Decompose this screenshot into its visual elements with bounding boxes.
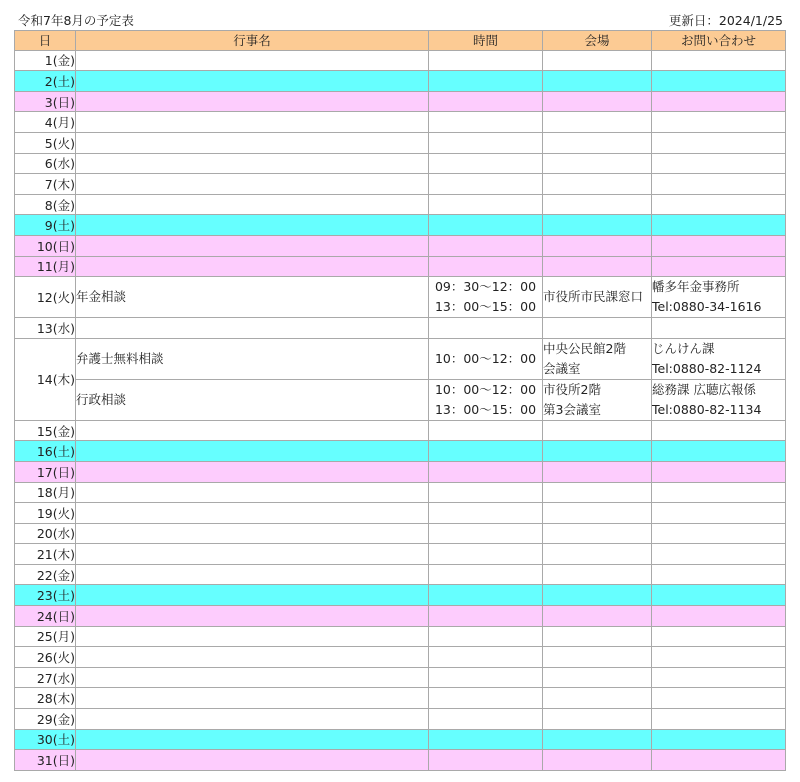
contact-cell <box>652 709 786 730</box>
time-cell <box>429 235 543 256</box>
contact-line: 幡多年金事務所 <box>652 279 740 295</box>
time-cell <box>429 338 543 379</box>
table-row <box>15 379 786 420</box>
contact-cell <box>652 277 786 318</box>
time-cell <box>429 523 543 544</box>
day-cell: 4(月) <box>15 112 76 133</box>
day-cell: 15(金) <box>15 420 76 441</box>
table-row <box>15 750 786 771</box>
contact-cell <box>652 153 786 174</box>
venue-cell <box>543 318 652 339</box>
column-header-event: 行事名 <box>76 31 429 51</box>
contact-cell <box>652 523 786 544</box>
venue-cell <box>543 729 652 750</box>
venue-cell <box>543 174 652 195</box>
schedule-table <box>14 30 786 771</box>
table-row <box>15 709 786 730</box>
venue-cell <box>543 585 652 606</box>
day-cell: 20(水) <box>15 523 76 544</box>
day-cell: 18(月) <box>15 482 76 503</box>
time-cell <box>429 750 543 771</box>
table-row <box>15 174 786 195</box>
time-cell <box>429 606 543 627</box>
contact-cell <box>652 503 786 524</box>
event-name-cell <box>76 277 429 318</box>
table-row <box>15 132 786 153</box>
day-cell: 28(木) <box>15 688 76 709</box>
updated-date: 更新日：2024/1/25 <box>668 13 783 28</box>
contact-cell <box>652 667 786 688</box>
time-line: 10：00～12：00 <box>434 350 537 366</box>
time-cell <box>429 379 543 420</box>
event-name-cell <box>76 750 429 771</box>
event-name-cell <box>76 132 429 153</box>
time-cell <box>429 564 543 585</box>
column-header-venue: 会場 <box>543 31 652 51</box>
contact-cell <box>652 338 786 379</box>
time-cell <box>429 112 543 133</box>
day-cell: 9(土) <box>15 215 76 236</box>
event-name-cell <box>76 153 429 174</box>
venue-cell <box>543 153 652 174</box>
day-cell: 24(日) <box>15 606 76 627</box>
time-line: 09：30～12：00 <box>434 279 537 295</box>
venue-cell <box>543 647 652 668</box>
event-name-cell <box>76 71 429 92</box>
day-cell: 29(金) <box>15 709 76 730</box>
event-name-cell <box>76 523 429 544</box>
event-name-cell <box>76 647 429 668</box>
table-row <box>15 523 786 544</box>
contact-cell <box>652 215 786 236</box>
event-name-cell <box>76 585 429 606</box>
contact-cell <box>652 585 786 606</box>
contact-cell <box>652 441 786 462</box>
table-row <box>15 71 786 92</box>
time-cell <box>429 194 543 215</box>
day-cell: 8(金) <box>15 194 76 215</box>
venue-line: 会議室 <box>543 360 581 376</box>
time-cell <box>429 420 543 441</box>
contact-cell <box>652 256 786 277</box>
column-header-time: 時間 <box>429 31 543 51</box>
table-row <box>15 215 786 236</box>
table-row <box>15 606 786 627</box>
event-name-cell <box>76 235 429 256</box>
day-cell: 23(土) <box>15 585 76 606</box>
event-name-cell <box>76 256 429 277</box>
time-cell <box>429 256 543 277</box>
day-cell: 27(水) <box>15 667 76 688</box>
time-cell <box>429 688 543 709</box>
contact-cell <box>652 318 786 339</box>
event-name-cell <box>76 420 429 441</box>
venue-cell <box>543 667 652 688</box>
day-cell: 11(月) <box>15 256 76 277</box>
event-name-cell <box>76 709 429 730</box>
time-cell <box>429 174 543 195</box>
contact-line: 総務課 広聴広報係 <box>652 381 756 397</box>
time-cell <box>429 709 543 730</box>
venue-cell <box>543 626 652 647</box>
event-name-cell <box>76 174 429 195</box>
day-cell: 17(日) <box>15 461 76 482</box>
table-row <box>15 626 786 647</box>
day-cell: 3(日) <box>15 91 76 112</box>
contact-cell <box>652 647 786 668</box>
time-cell <box>429 441 543 462</box>
contact-line: Tel:0880-82-1134 <box>652 401 762 417</box>
table-row <box>15 235 786 256</box>
time-cell <box>429 461 543 482</box>
contact-cell <box>652 688 786 709</box>
day-cell: 25(月) <box>15 626 76 647</box>
event-name-cell <box>76 729 429 750</box>
venue-cell <box>543 71 652 92</box>
time-cell <box>429 91 543 112</box>
venue-cell <box>543 441 652 462</box>
contact-cell <box>652 71 786 92</box>
event-name-cell <box>76 667 429 688</box>
table-row <box>15 194 786 215</box>
table-row <box>15 503 786 524</box>
table-row <box>15 441 786 462</box>
day-cell: 30(土) <box>15 729 76 750</box>
venue-line: 第3会議室 <box>543 401 601 417</box>
table-row <box>15 482 786 503</box>
contact-cell <box>652 461 786 482</box>
event-name: 弁護士無料相談 <box>76 350 164 366</box>
day-cell: 16(土) <box>15 441 76 462</box>
venue-cell <box>543 709 652 730</box>
day-cell: 12(火) <box>15 277 76 318</box>
table-header-row <box>15 31 786 51</box>
time-cell <box>429 667 543 688</box>
contact-cell <box>652 544 786 565</box>
contact-cell <box>652 50 786 71</box>
day-cell: 19(火) <box>15 503 76 524</box>
table-row <box>15 564 786 585</box>
contact-cell <box>652 564 786 585</box>
venue-cell <box>543 750 652 771</box>
venue-cell <box>543 420 652 441</box>
day-cell: 7(木) <box>15 174 76 195</box>
table-row <box>15 256 786 277</box>
time-cell <box>429 503 543 524</box>
time-cell <box>429 729 543 750</box>
venue-cell <box>543 235 652 256</box>
contact-cell <box>652 174 786 195</box>
column-header-contact: お問い合わせ <box>652 31 786 51</box>
time-cell <box>429 482 543 503</box>
venue-cell <box>543 544 652 565</box>
day-cell: 21(木) <box>15 544 76 565</box>
venue-cell <box>543 277 652 318</box>
page-title: 令和7年8月の予定表 <box>18 13 134 28</box>
day-cell: 5(火) <box>15 132 76 153</box>
venue-cell <box>543 379 652 420</box>
contact-cell <box>652 729 786 750</box>
venue-cell <box>543 132 652 153</box>
venue-cell <box>543 688 652 709</box>
event-name-cell <box>76 318 429 339</box>
day-cell: 6(水) <box>15 153 76 174</box>
table-row <box>15 338 786 379</box>
time-cell <box>429 153 543 174</box>
contact-cell <box>652 626 786 647</box>
time-cell <box>429 50 543 71</box>
venue-cell <box>543 112 652 133</box>
contact-cell <box>652 482 786 503</box>
venue-line: 市役所市民課窓口 <box>543 289 644 305</box>
time-cell <box>429 647 543 668</box>
page-header <box>0 0 800 30</box>
time-cell <box>429 277 543 318</box>
day-cell: 31(日) <box>15 750 76 771</box>
event-name-cell <box>76 112 429 133</box>
event-name-cell <box>76 564 429 585</box>
day-cell: 1(金) <box>15 50 76 71</box>
event-name-cell <box>76 503 429 524</box>
time-cell <box>429 215 543 236</box>
event-name-cell <box>76 91 429 112</box>
venue-cell <box>543 523 652 544</box>
venue-cell <box>543 256 652 277</box>
event-name-cell <box>76 215 429 236</box>
table-row <box>15 277 786 318</box>
venue-cell <box>543 482 652 503</box>
column-header-day: 日 <box>15 31 76 51</box>
table-row <box>15 647 786 668</box>
table-row <box>15 688 786 709</box>
venue-cell <box>543 91 652 112</box>
event-name: 年金相談 <box>76 289 127 305</box>
venue-line: 中央公民館2階 <box>543 340 626 356</box>
contact-cell <box>652 420 786 441</box>
event-name-cell <box>76 50 429 71</box>
contact-cell <box>652 606 786 627</box>
venue-cell <box>543 50 652 71</box>
venue-line: 市役所2階 <box>543 381 601 397</box>
time-cell <box>429 318 543 339</box>
event-name-cell <box>76 606 429 627</box>
table-row <box>15 112 786 133</box>
event-name-cell <box>76 482 429 503</box>
time-cell <box>429 626 543 647</box>
schedule-body <box>15 50 786 770</box>
event-name-cell <box>76 338 429 379</box>
table-row <box>15 729 786 750</box>
time-cell <box>429 132 543 153</box>
venue-cell <box>543 461 652 482</box>
contact-line: Tel:0880-82-1124 <box>652 360 762 376</box>
time-line: 13：00～15：00 <box>434 299 537 315</box>
time-line: 13：00～15：00 <box>434 401 537 417</box>
time-cell <box>429 71 543 92</box>
venue-cell <box>543 194 652 215</box>
table-row <box>15 585 786 606</box>
venue-cell <box>543 564 652 585</box>
event-name-cell <box>76 626 429 647</box>
event-name: 行政相談 <box>76 391 127 407</box>
day-cell: 2(土) <box>15 71 76 92</box>
event-name-cell <box>76 194 429 215</box>
event-name-cell <box>76 441 429 462</box>
day-cell: 10(日) <box>15 235 76 256</box>
contact-line: じんけん課 <box>652 340 715 356</box>
contact-cell <box>652 750 786 771</box>
time-cell <box>429 585 543 606</box>
contact-cell <box>652 379 786 420</box>
table-row <box>15 153 786 174</box>
venue-cell <box>543 338 652 379</box>
time-line: 10：00～12：00 <box>434 381 537 397</box>
event-name-cell <box>76 461 429 482</box>
contact-cell <box>652 112 786 133</box>
venue-cell <box>543 503 652 524</box>
table-row <box>15 544 786 565</box>
time-cell <box>429 544 543 565</box>
contact-line: Tel:0880-34-1616 <box>652 299 762 315</box>
contact-cell <box>652 194 786 215</box>
table-row <box>15 91 786 112</box>
table-row <box>15 50 786 71</box>
event-name-cell <box>76 544 429 565</box>
table-row <box>15 461 786 482</box>
table-row <box>15 667 786 688</box>
event-name-cell <box>76 379 429 420</box>
contact-cell <box>652 235 786 256</box>
day-cell: 22(金) <box>15 564 76 585</box>
table-row <box>15 420 786 441</box>
contact-cell <box>652 91 786 112</box>
table-row <box>15 318 786 339</box>
venue-cell <box>543 606 652 627</box>
day-cell: 14(木) <box>15 338 76 420</box>
contact-cell <box>652 132 786 153</box>
event-name-cell <box>76 688 429 709</box>
venue-cell <box>543 215 652 236</box>
day-cell: 13(水) <box>15 318 76 339</box>
day-cell: 26(火) <box>15 647 76 668</box>
